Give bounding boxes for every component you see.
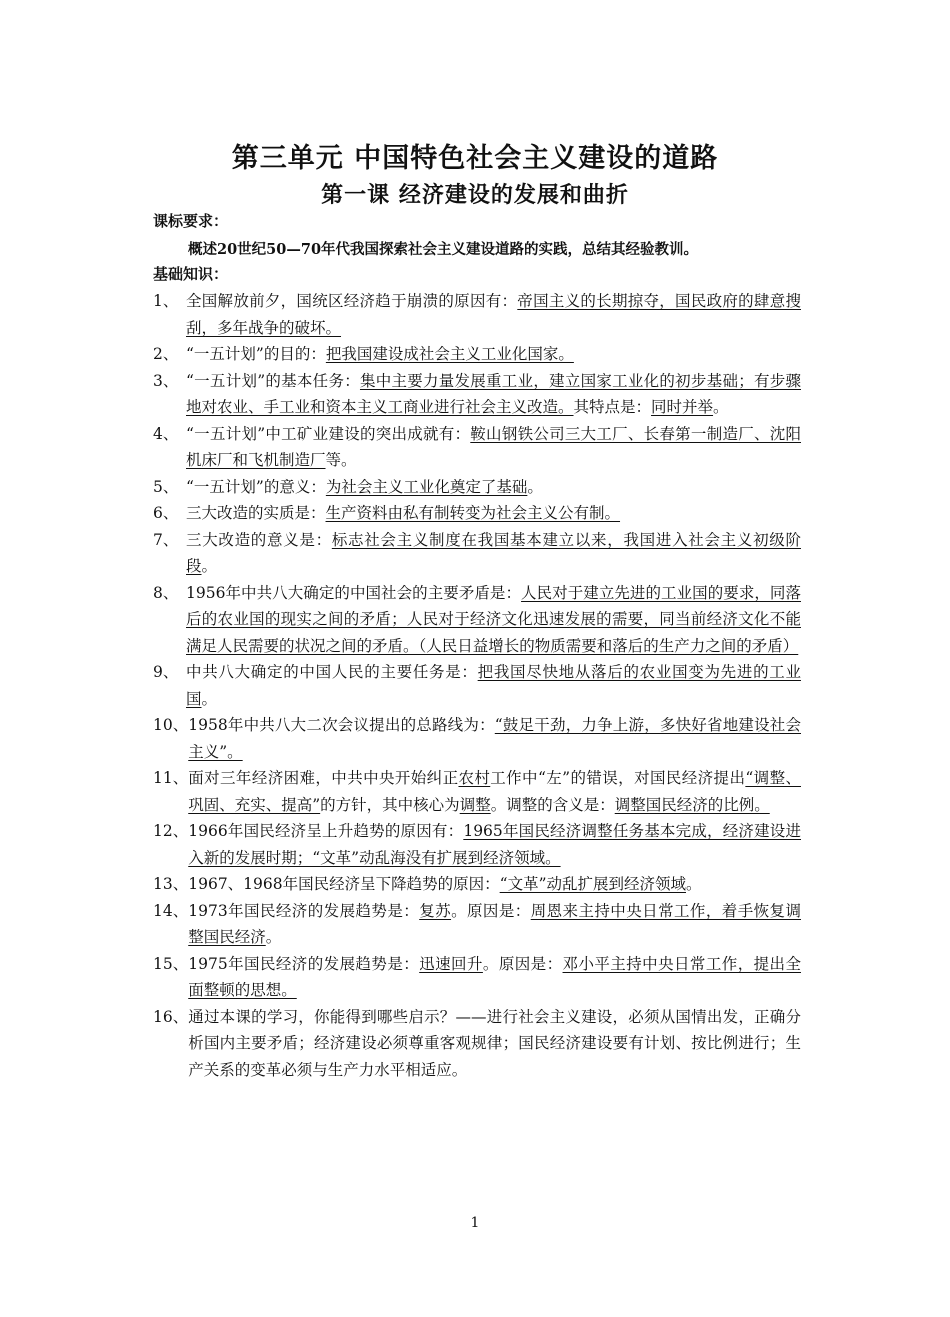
item-number: 8、 — [153, 583, 179, 602]
item-text — [188, 765, 801, 818]
item-text — [186, 659, 801, 712]
item-text-segment: 其特点是： — [573, 398, 652, 416]
underlined-answer: 周恩来主持中央日常工作，着手恢复调整国民经济 — [188, 901, 801, 946]
item-text-segment: 的方针，其中核心为 — [320, 795, 460, 814]
list-item — [153, 871, 801, 898]
item-text-segment: 通过本课的学习，你能得到哪些启示？——进行社会主义建设，必须从国情出发，正确分析国内主要矛盾；经济建设必须尊重客观规律；国民经济建设要有计划、按比例进行；生产关系的变革必须与生产力水平相适应。 — [188, 1007, 801, 1079]
item-text — [186, 580, 801, 660]
item-text — [186, 500, 801, 527]
underlined-answer: 农村 — [458, 769, 491, 787]
item-text-segment: 1973年国民经济的发展趋势是： — [188, 901, 420, 920]
item-text-segment: 。 — [713, 398, 729, 416]
requirements-heading: 课标要求： — [153, 212, 229, 230]
item-text-segment: “一五计划”中工矿业建设的突出成就有： — [186, 424, 471, 443]
list-item — [153, 712, 801, 765]
underlined-answer: 为社会主义工业化奠定了基础 — [325, 477, 528, 496]
underlined-answer: 帝国主义的长期掠夺，国民政府的肆意搜刮，多年战争的破坏。 — [186, 292, 801, 337]
item-number: 5、 — [153, 477, 179, 496]
list-item — [153, 368, 801, 421]
item-number: 12、 — [153, 822, 189, 840]
item-text — [188, 818, 801, 871]
item-text-segment: 1967、1968年国民经济呈下降趋势的原因： — [188, 875, 500, 893]
underlined-answer: 把我国建设成社会主义工业化国家。 — [325, 345, 574, 363]
item-text — [188, 951, 801, 1004]
item-text-segment: 三大改造的意义是： — [186, 530, 332, 549]
item-text-segment: 等。 — [325, 451, 357, 469]
item-number: 9、 — [153, 663, 179, 681]
item-text-segment: “一五计划”的意义： — [186, 477, 326, 496]
underlined-answer: 鞍山钢铁公司三大工厂、长春第一制造厂、沈阳机床厂和飞机制造厂 — [186, 424, 801, 469]
underlined-answer: 集中主要力量发展重工业，建立国家工业化的初步基础；有步骤地对农业、手工业和资本主义工商业进行社会主义改造。 — [186, 371, 801, 416]
item-text-segment: 。 — [265, 928, 282, 946]
list-item — [153, 500, 801, 527]
underlined-answer: 标志社会主义制度在我国基本建立以来，我国进入社会主义初级阶段 — [186, 530, 801, 575]
list-item — [153, 818, 801, 871]
list-item — [153, 1004, 801, 1084]
item-number: 2、 — [153, 345, 179, 363]
item-text — [186, 288, 801, 341]
list-item — [153, 951, 801, 1004]
item-number: 6、 — [153, 504, 179, 522]
list-item — [153, 765, 801, 818]
item-text-segment: 1956年中共八大确定的中国社会的主要矛盾是： — [186, 583, 522, 602]
item-text-segment: 。调整的含义是： — [490, 795, 615, 814]
item-number: 11、 — [153, 769, 189, 787]
item-text — [186, 474, 801, 501]
item-text-segment: “一五计划”的基本任务： — [186, 371, 360, 390]
knowledge-list — [153, 288, 801, 1083]
item-number: 3、 — [153, 371, 179, 390]
item-text — [188, 1004, 801, 1084]
list-item — [153, 527, 801, 580]
item-text-segment: 中共八大确定的中国人民的主要任务是： — [186, 663, 478, 681]
underlined-answer: 同时并举 — [651, 398, 714, 416]
item-text-segment: 1966年国民经济呈上升趋势的原因有： — [188, 822, 464, 840]
item-text — [188, 898, 801, 951]
item-text-segment: 面对三年经济困难，中共中央开始纠正 — [188, 769, 459, 787]
item-text-segment: 工作中“左”的错误，对国民经济提出 — [490, 769, 746, 787]
list-item — [153, 341, 801, 368]
underlined-answer: 复苏 — [419, 901, 452, 920]
item-text-segment: 全国解放前夕，国统区经济趋于崩溃的原因有： — [186, 292, 518, 310]
list-item — [153, 421, 801, 474]
list-item — [153, 288, 801, 341]
item-number: 14、 — [153, 901, 189, 920]
item-text — [186, 421, 801, 474]
underlined-answer: 生产资料由私有制转变为社会主义公有制。 — [325, 504, 621, 522]
item-number: 7、 — [153, 530, 179, 549]
item-text-segment: 。原因是： — [451, 901, 531, 920]
list-item — [153, 659, 801, 712]
item-text — [186, 368, 801, 421]
underlined-answer: “鼓足干劲，力争上游，多快好省地建设社会主义”。 — [188, 716, 801, 761]
underlined-answer: “文革”动乱扩展到经济领域 — [499, 875, 686, 893]
page-number: 1 — [470, 1215, 480, 1231]
item-text-segment: 。原因是： — [482, 954, 563, 973]
item-number: 10、 — [153, 716, 189, 734]
item-number: 15、 — [153, 954, 189, 973]
basics-heading: 基础知识： — [153, 265, 229, 283]
item-text-segment: 。 — [201, 557, 218, 575]
underlined-answer: 1965年国民经济调整任务基本完成，经济建设进入新的发展时期；“文革”动乱海没有扩展到经济领域。 — [188, 822, 801, 867]
item-number: 16、 — [153, 1007, 189, 1026]
item-text-segment: 。 — [201, 689, 218, 708]
list-item — [153, 898, 801, 951]
underlined-answer: 邓小平主持中央日常工作，提出全面整顿的思想。 — [188, 954, 801, 999]
item-text-segment: 三大改造的实质是： — [186, 504, 326, 522]
underlined-answer: “调整、巩固、充实、提高” — [188, 769, 801, 814]
underlined-answer: 调整国民经济的比例。 — [614, 795, 770, 814]
item-text-segment: 1975年国民经济的发展趋势是： — [188, 954, 420, 973]
item-text-segment: “一五计划”的目的： — [186, 345, 326, 363]
item-number: 13、 — [153, 875, 189, 893]
requirements-text: 概述20世纪50—70年代我国探索社会主义建设道路的实践，总结其经验教训。 — [188, 241, 699, 258]
item-text-segment: 。 — [686, 875, 702, 893]
lesson-title: 第一课 经济建设的发展和曲折 — [321, 183, 629, 208]
underlined-answer: 调整 — [459, 795, 491, 814]
item-text-segment: 。 — [527, 477, 543, 496]
underlined-answer: 迅速回升 — [419, 954, 483, 973]
item-text — [188, 871, 801, 898]
list-item — [153, 580, 801, 660]
item-number: 4、 — [153, 424, 179, 443]
underlined-answer: 把我国尽快地从落后的农业国变为先进的工业国 — [186, 663, 801, 708]
underlined-answer: 人民对于建立先进的工业国的要求，同落后的农业国的现实之间的矛盾；人民对于经济文化迅速发展的需要，同当前经济文化不能满足人民需要的状况之间的矛盾。（人民日益增长的物质需要和落后的生产力之间的矛盾） — [186, 583, 801, 655]
item-text-segment: 1958年中共八大二次会议提出的总路线为： — [188, 716, 495, 734]
list-item — [153, 474, 801, 501]
item-text — [188, 712, 801, 765]
unit-title: 第三单元 中国特色社会主义建设的道路 — [231, 143, 719, 174]
item-text — [186, 527, 801, 580]
item-number: 1、 — [153, 292, 179, 310]
item-text — [186, 341, 801, 368]
